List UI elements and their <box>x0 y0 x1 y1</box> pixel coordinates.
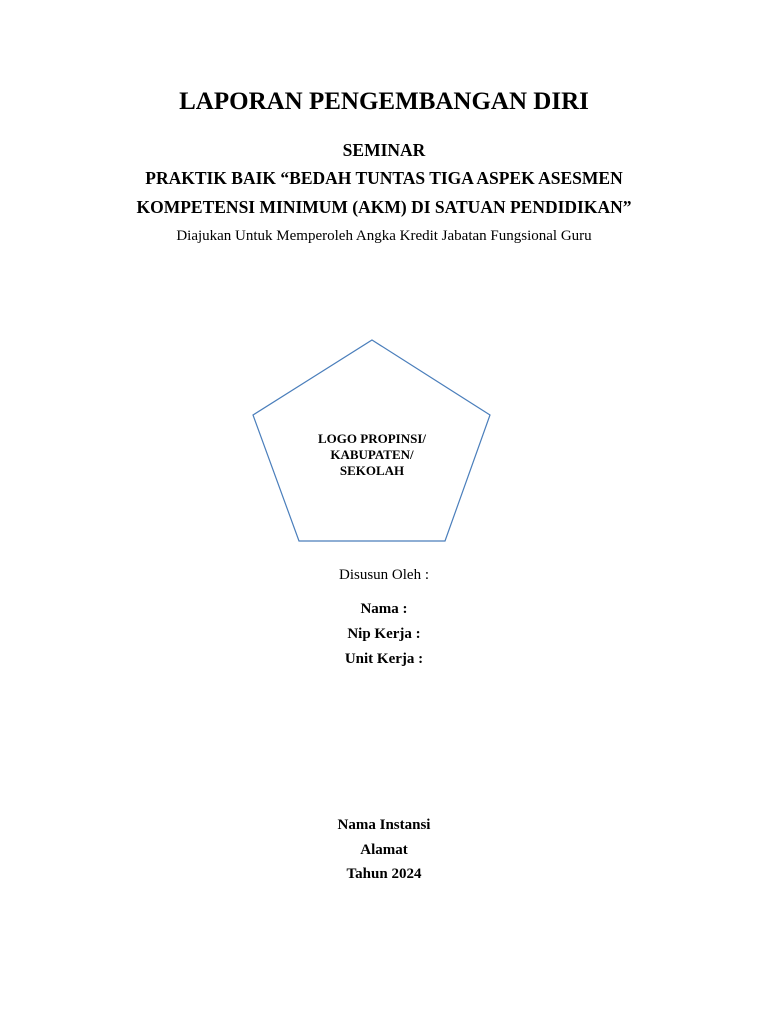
institution-address: Alamat <box>360 842 408 858</box>
work-unit-field-label: Unit Kerja : <box>344 651 424 667</box>
seminar-label: SEMINAR <box>342 140 426 160</box>
topic-line-2: KOMPETENSI MINIMUM (AKM) DI SATUAN PENDIDIKAN” <box>136 197 632 217</box>
institution-name: Nama Instansi <box>337 817 431 833</box>
logo-text-line-2: KABUPATEN/ <box>330 447 414 462</box>
nip-field-label: Nip Kerja : <box>347 626 421 642</box>
logo-text-line-3: SEKOLAH <box>339 463 405 478</box>
report-title: LAPORAN PENGEMBANGAN DIRI <box>179 88 589 115</box>
prepared-by-label: Disusun Oleh : <box>339 567 429 583</box>
report-year: Tahun 2024 <box>346 866 422 882</box>
topic-line-1: PRAKTIK BAIK “BEDAH TUNTAS TIGA ASPEK ASESMEN <box>145 168 623 188</box>
logo-text-line-1: LOGO PROPINSI/ <box>318 431 426 446</box>
logo-placeholder-text <box>252 431 492 479</box>
report-subtitle: Diajukan Untuk Memperoleh Angka Kredit Jabatan Fungsional Guru <box>176 228 592 244</box>
name-field-label: Nama : <box>360 601 408 617</box>
